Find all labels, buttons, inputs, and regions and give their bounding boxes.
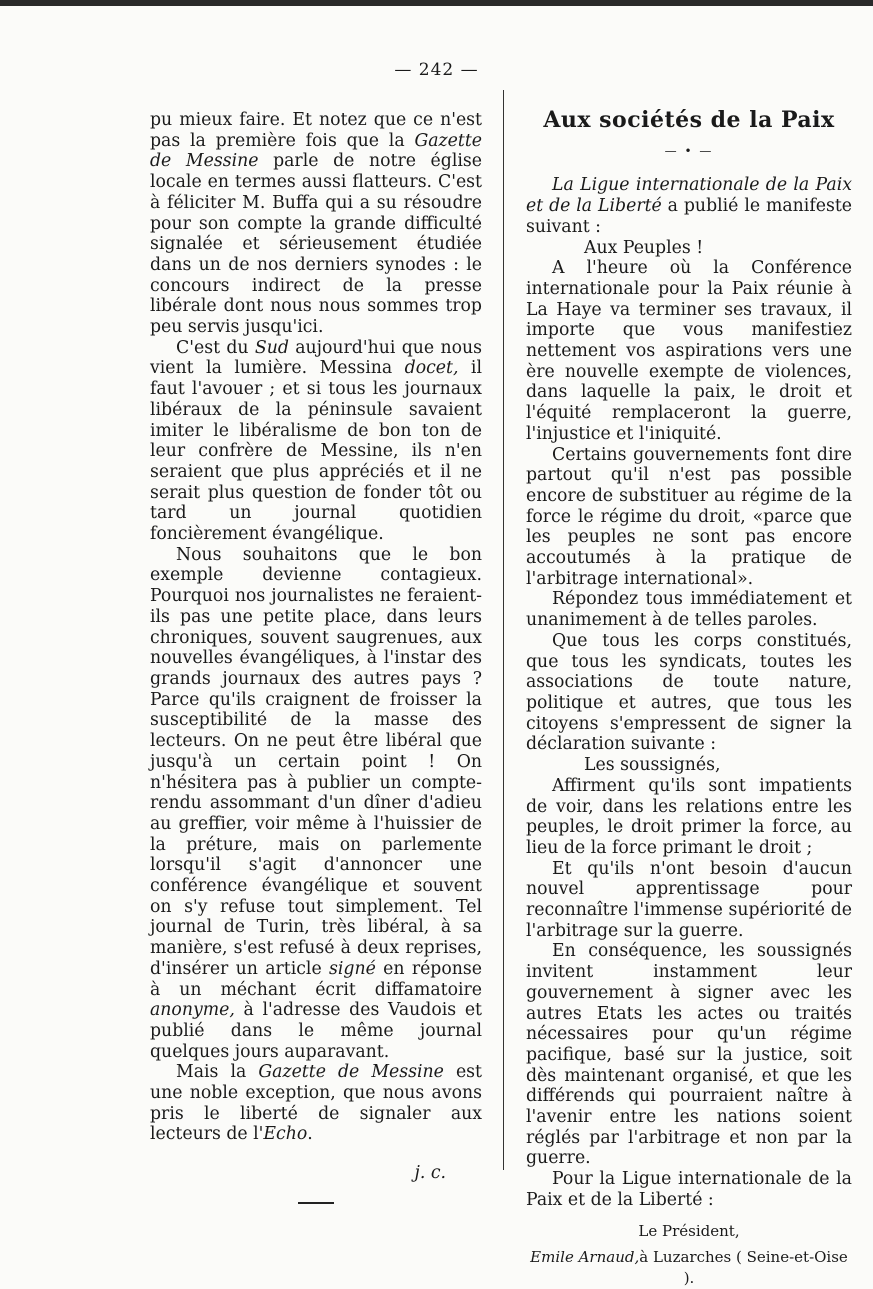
manifesto-heading: Aux Peuples ! — [584, 237, 704, 258]
text-run: a publié le manifeste suivant : — [526, 196, 852, 237]
article-end-rule — [298, 1202, 334, 1204]
text-run: pu mieux faire. Et notez que ce n'est pas la première fois que la — [150, 110, 482, 151]
declaration-heading: Les soussignés, — [584, 755, 721, 776]
text-run: parle de notre église locale en termes aussi flatteurs. C'est à féliciter M. Buffa qui a su résoudre pour son compte la grande difficulté signalée et sérieusement étudiée dans un de nos derniers synodes : le concours indirect de la presse libérale dont nous nous sommes trop peu servis jusqu'ici. — [150, 151, 482, 338]
text-run: est une noble exception, que nous avons pris le liberté de signaler aux lecteurs de l' — [150, 1062, 482, 1145]
text-run: . — [307, 1124, 313, 1145]
paragraph — [150, 110, 482, 338]
right-column — [526, 108, 852, 1289]
paragraph: En conséquence, les soussignés invitent instamment leur gouvernement à signer avec les autres Etats les actes ou traités nécessaires pour qu'un régime pacifique, basé sur la justice, soit dès maintenant organisé, et que les différends qui pourraient naître à l'avenir entre les nations soient réglés par l'arbitrage et non par la guerre. — [526, 941, 852, 1169]
paragraph — [150, 338, 482, 545]
paragraph: Que tous les corps constitués, que tous les syndicats, toutes les associations de toute nature, politique et autres, que tous les citoyens s'empressent de signer la déclaration suivante : — [526, 630, 852, 755]
text-run: docet, — [404, 358, 459, 379]
declaration-body — [526, 776, 852, 1211]
text-run: Echo — [263, 1124, 308, 1145]
text-run: La Ligue internationale de la Paix et de la Liberté — [526, 175, 852, 217]
paragraph: Affirment qu'ils sont impatients de voir, dans les relations entre les peuples, le droit primer la force, au lieu de la force primant le droit ; — [526, 775, 852, 858]
article-title: Aux sociétés de la Paix — [543, 107, 835, 133]
paragraph: Et qu'ils n'ont besoin d'aucun nouvel apprentissage pour reconnaître l'immense supériorité de l'arbitrage sur la guerre. — [526, 858, 852, 941]
president-name — [526, 1247, 852, 1288]
paragraph: Répondez tous immédiatement et unanimement à de telles paroles. — [526, 589, 852, 631]
paragraph: Certains gouvernements font dire partout qu'il n'est pas possible encore de substituer au régime de la force le régime du droit, «parce que les peuples ne sont pas encore accoutumés à la pratique de l'arbitrage international». — [526, 444, 852, 589]
text-run: Emile Arnaud, — [530, 1248, 640, 1267]
author-initials: j. c. — [414, 1163, 446, 1184]
text-run: en réponse à un méchant écrit diffamatoire — [150, 958, 482, 1000]
article-intro — [526, 175, 852, 237]
text-run: Sud — [254, 337, 289, 358]
paragraph — [150, 1062, 482, 1145]
text-run: Mais la — [176, 1062, 259, 1083]
top-border-rule — [0, 0, 873, 6]
text-run: C'est du — [176, 337, 255, 358]
text-run: Gazette de Messine — [150, 130, 482, 172]
page-number: — 242 — — [394, 60, 479, 80]
text-run: à l'adresse des Vaudois et publié dans le même journal quelques jours auparavant. — [150, 1000, 482, 1062]
paragraph — [150, 545, 482, 1063]
manifesto-body — [526, 258, 852, 755]
paragraph: Pour la Ligue internationale de la Paix et de la Liberté : — [526, 1169, 852, 1210]
text-run: aujourd'hui que nous vient la lumière. Messina — [150, 337, 482, 379]
column-divider — [503, 90, 504, 1170]
text-run: anonyme, — [150, 1000, 235, 1021]
left-column — [150, 110, 482, 1204]
text-run: signé — [329, 958, 376, 979]
left-column-body — [150, 110, 482, 1145]
text-run: à Luzarches ( Seine-et-Oise ). — [639, 1248, 848, 1287]
paragraph: A l'heure où la Conférence internationale pour la Paix réunie à La Haye va terminer ses travaux, il importe que vous manifestiez nettement vos aspirations vers une ère nouvelle exempte de violences, dans laquelle la paix, le droit et l'équité remplaceront la guerre, l'injustice et l'iniquité. — [526, 258, 852, 444]
title-ornament: — • — — [664, 143, 714, 158]
text-run: Gazette de Messine — [258, 1062, 444, 1083]
text-run: Nous souhaitons que le bon exemple devienne contagieux. Pourquoi nos journalistes ne feraient-ils pas une petite place, dans leurs chroniques, souvent saugrenues, aux nouvelles évangéliques, à l'instar des grands journaux des autres pays ? Parce qu'ils craignent de froisser la susceptibilité de la masse des lecteurs. On ne peut être libéral que jusqu'à un certain point ! On n'hésitera pas à publier un compte-rendu assommant d'un dîner d'adieu au greffier, voir même à l'huissier de la préture, mais on parlemente lorsqu'il s'agit d'annoncer une conférence évangélique et souvent on s'y refuse tout simplement. Tel journal de Turin, très libéral, à sa manière, s'est refusé à deux reprises, d'insérer un article — [150, 544, 482, 979]
text-run: il faut l'avouer ; et si tous les journaux libéraux de la péninsule savaient imiter le libéralisme de bon ton de leur confrère de Messine, ils n'en seraient que plus appréciés et il ne serait plus question de fonder tôt ou tard un journal quotidien foncièrement évangélique. — [150, 358, 482, 545]
president-title: Le Président, — [638, 1221, 740, 1240]
